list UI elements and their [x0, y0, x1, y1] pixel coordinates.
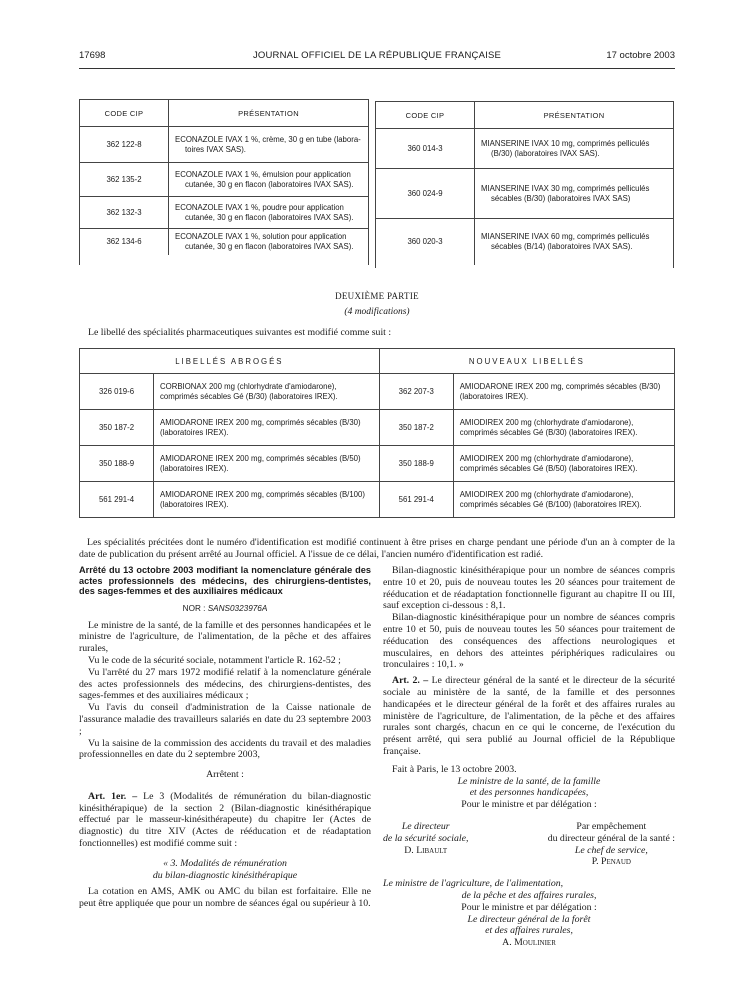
part-intro: Le libellé des spécialités pharmaceutiques suivantes est modifié comme suit :	[88, 327, 392, 338]
old-label: CORBIONAX 200 mg (chlorhydrate d'amiodarone), comprimés sécables Gé (B/30) (laboratoires IREX).	[154, 374, 380, 410]
cip-code: 360 024-9	[376, 169, 475, 219]
header-new-labels: NOUVEAUX LIBELLÉS	[379, 349, 674, 374]
article-2-label: Art. 2. –	[392, 675, 429, 687]
signature-health-director	[548, 821, 675, 868]
cip-code: 360 014-3	[376, 129, 475, 169]
cip-code: 362 135-2	[80, 163, 169, 197]
table-row	[376, 219, 674, 265]
label-changes-table	[79, 348, 675, 518]
table-row	[80, 197, 369, 229]
new-label: AMIODARONE IREX 200 mg, comprimés sécables (B/30) (laboratoires IREX).	[453, 374, 674, 410]
nor-label: NOR :	[182, 603, 206, 613]
signatory-title: du directeur général de la santé :	[547, 832, 675, 844]
cotation-paragraph: La cotation en AMS, AMK ou AMC du bilan est forfaitaire. Elle ne peut être appliquée que pour un nombre de séances égal ou supérieur à 10.	[79, 886, 371, 910]
article-1	[79, 791, 371, 850]
part-title: DEUXIÈME PARTIE	[335, 291, 419, 301]
column-header-code: CODE CIP	[376, 102, 475, 129]
old-code: 350 187-2	[80, 410, 154, 446]
table-header-row	[376, 102, 674, 129]
new-code: 362 207-3	[379, 374, 453, 410]
forest-director-line-2: et des affaires rurales,	[485, 925, 573, 937]
table-row	[80, 163, 369, 197]
new-code: 350 188-9	[379, 446, 453, 482]
new-label: AMIODIREX 200 mg (chlorhydrate d'amiodarone), comprimés sécables Gé (B/30) (laboratoires IREX).	[453, 410, 674, 446]
old-code: 326 019-6	[80, 374, 154, 410]
table-row	[80, 374, 675, 410]
page-number: 17698	[79, 50, 106, 61]
signatory-name: P. Penaud	[591, 856, 631, 868]
issue-date: 17 octobre 2003	[606, 50, 675, 61]
article-2	[383, 675, 675, 758]
quoted-heading-line-2: du bilan-diagnostic kinésithérapique	[152, 869, 298, 881]
visa-commission: Vu la saisine de la commission des accidents du travail et des maladies professionnelles en date du 2 septembre 2003,	[79, 737, 371, 761]
preamble-ministers: Le ministre de la santé, de la famille et des personnes handicapées et le ministre de l'agriculture, de l'alimentation, de la pêche et des affaires rurales,	[79, 619, 371, 655]
nor-code: SANS0323976A	[207, 603, 268, 613]
table-row	[80, 446, 675, 482]
delegation-health: Pour le ministre et par délégation :	[461, 799, 597, 811]
table-row	[376, 129, 674, 169]
table-header-row	[80, 100, 369, 127]
bilan-50-seances: Bilan-diagnostic kinésithérapique pour un nombre de séances compris entre 10 et 50, puis de nouveau toutes les 50 séances pour traitement de rééducation des conséquences des affections neurologiques et musculaires, en dehors des atteintes périphériques radiculaires ou tronculaires : 10,1. »	[383, 612, 675, 671]
signature-social-security	[383, 821, 468, 868]
presentation-text: ECONAZOLE IVAX 1 %, poudre pour application cutanée, 30 g en flacon (laboratoires IVAX SAS).	[169, 197, 369, 229]
visa-arrete-1972: Vu l'arrêté du 27 mars 1972 modifié relatif à la nomenclature générale des actes professionnels des médecins, des chirurgiens-dentistes, des sages-femmes et des auxiliaires médicaux ;	[79, 666, 371, 702]
old-label: AMIODARONE IREX 200 mg, comprimés sécables (B/30) (laboratoires IREX).	[154, 410, 380, 446]
table-row	[376, 169, 674, 219]
done-at-paris: Fait à Paris, le 13 octobre 2003.	[392, 763, 517, 775]
old-code: 561 291-4	[80, 482, 154, 518]
presentation-text: ECONAZOLE IVAX 1 %, émulsion pour application cutanée, 30 g en flacon (laboratoires IVAX SAS).	[169, 163, 369, 197]
new-code: 350 187-2	[379, 410, 453, 446]
cip-code: 362 122-8	[80, 127, 169, 163]
table-continuation	[375, 262, 674, 268]
part-subtitle: (4 modifications)	[344, 307, 410, 317]
signatory-name: D. Libault	[404, 844, 448, 856]
econazole-table	[79, 99, 369, 255]
page-header	[79, 50, 675, 64]
article-2-text: Le directeur général de la santé et le directeur de la sécurité sociale au ministère de la santé, de la famille et des personnes handicapées et le directeur général de la forêt et des affaires rurales au ministère de l'agriculture, de l'alimentation, de la pêche et des affaires rurales sont chargés, chacun en ce qui le concerne, de l'exécution du présent arrêté, qui sera publié au Journal officiel de la République française.	[383, 675, 675, 757]
table-header-row	[80, 349, 675, 374]
column-header-presentation: PRÉSENTATION	[169, 100, 369, 127]
header-rule	[79, 68, 675, 69]
minister-agriculture-line-2: de la pêche et des affaires rurales,	[461, 889, 597, 901]
minister-health-line-1: Le ministre de la santé, de la famille	[457, 775, 601, 787]
presentation-text: ECONAZOLE IVAX 1 %, solution pour application cutanée, 30 g en flacon (laboratoires IVAX SAS).	[169, 229, 369, 255]
column-header-presentation: PRÉSENTATION	[475, 102, 674, 129]
old-label: AMIODARONE IREX 200 mg, comprimés sécables (B/50) (laboratoires IREX).	[154, 446, 380, 482]
new-label: AMIODIREX 200 mg (chlorhydrate d'amiodarone), comprimés sécables Gé (B/50) (laboratoires IREX).	[453, 446, 674, 482]
bilan-20-seances: Bilan-diagnostic kinésithérapique pour un nombre de séances compris entre 10 et 20, puis de nouveau toutes les 20 séances pour traitement de rééducation et de réadaptation fonctionnelle figurant au chapitre II ou III, sauf exception ci-dessous : 8,1.	[383, 565, 675, 612]
journal-title: JOURNAL OFFICIEL DE LA RÉPUBLIQUE FRANÇAISE	[252, 50, 502, 61]
presentation-text: MIANSERINE IVAX 60 mg, comprimés pelliculés sécables (B/14) (laboratoires IVAX SAS).	[475, 219, 674, 265]
decree-left-column	[79, 565, 371, 910]
article-1-text: Le 3 (Modalités de rémunération du bilan-diagnostic kinésithérapique) de la section 2 (Bilan-diagnostic kinésithérapique effectué par le masseur-kinésithérapeute) du chapitre Ier (Actes de diagnostic) du titre XIV (Actes de rééducation et de réadaptation fonctionnelles) est modifié comme suit :	[79, 790, 372, 849]
identification-note: Les spécialités précitées dont le numéro d'identification est modifié continuent à être prises en charge pendant une période d'un an à compter de la date de publication du présent arrêté au Journal officiel. A l'issue de ce délai, l'ancien numéro d'identification est radié.	[79, 537, 675, 560]
signatures-health	[383, 821, 675, 868]
new-label: AMIODIREX 200 mg (chlorhydrate d'amiodarone), comprimés sécables Gé (B/100) (laboratoires IREX).	[453, 482, 674, 518]
cip-code: 362 132-3	[80, 197, 169, 229]
nor-reference	[79, 603, 371, 615]
decree-title: Arrêté du 13 octobre 2003 modifiant la nomenclature générale des actes professionnels des médecins, des chirurgiens-dentistes, des sages-femmes et des auxiliaires médicaux	[79, 565, 371, 597]
signatory-title: Par empêchement	[576, 820, 647, 832]
presentation-text: MIANSERINE IVAX 30 mg, comprimés pelliculés sécables (B/30) (laboratoires IVAX SAS)	[475, 169, 674, 219]
minister-agriculture-line-1: Le ministre de l'agriculture, de l'alimentation,	[383, 878, 564, 890]
arretent: Arrêtent :	[206, 769, 244, 781]
visa-cnam: Vu l'avis du conseil d'administration de la Caisse nationale de l'assurance maladie des travailleurs salariés en date du 23 septembre 2003 ;	[79, 702, 371, 737]
new-code: 561 291-4	[379, 482, 453, 518]
presentation-text: MIANSERINE IVAX 10 mg, comprimés pelliculés (B/30) (laboratoires IVAX SAS).	[475, 129, 674, 169]
column-header-code: CODE CIP	[80, 100, 169, 127]
quoted-heading-line-1: « 3. Modalités de rémunération	[163, 857, 287, 869]
table-row	[80, 229, 369, 255]
table-continuation	[79, 254, 369, 265]
minister-health-line-2: et des personnes handicapées,	[469, 787, 589, 799]
mianserine-table	[375, 101, 674, 265]
forest-director-line-1: Le directeur général de la forêt	[467, 913, 591, 925]
visa-code: Vu le code de la sécurité sociale, notamment l'article R. 162-52 ;	[88, 654, 341, 666]
signatory-title: Le directeur	[401, 820, 450, 832]
table-row	[80, 410, 675, 446]
signatory-title: de la sécurité sociale,	[383, 832, 469, 844]
table-row	[80, 127, 369, 163]
decree-right-column	[383, 565, 675, 949]
signatory-title: Le chef de service,	[574, 844, 648, 856]
article-1-label: Art. 1er. –	[88, 790, 138, 802]
presentation-text: ECONAZOLE IVAX 1 %, crème, 30 g en tube (labora- toires IVAX SAS).	[169, 127, 369, 163]
signatory-name: A. Moulinier	[502, 937, 556, 949]
table-row	[80, 482, 675, 518]
cip-code: 360 020-3	[376, 219, 475, 265]
old-code: 350 188-9	[80, 446, 154, 482]
old-label: AMIODARONE IREX 200 mg, comprimés sécables (B/100) (laboratoires IREX).	[154, 482, 380, 518]
header-repealed-labels: LIBELLÉS ABROGÉS	[80, 349, 380, 374]
delegation-agriculture: Pour le ministre et par délégation :	[461, 901, 597, 913]
cip-code: 362 134-6	[80, 229, 169, 255]
